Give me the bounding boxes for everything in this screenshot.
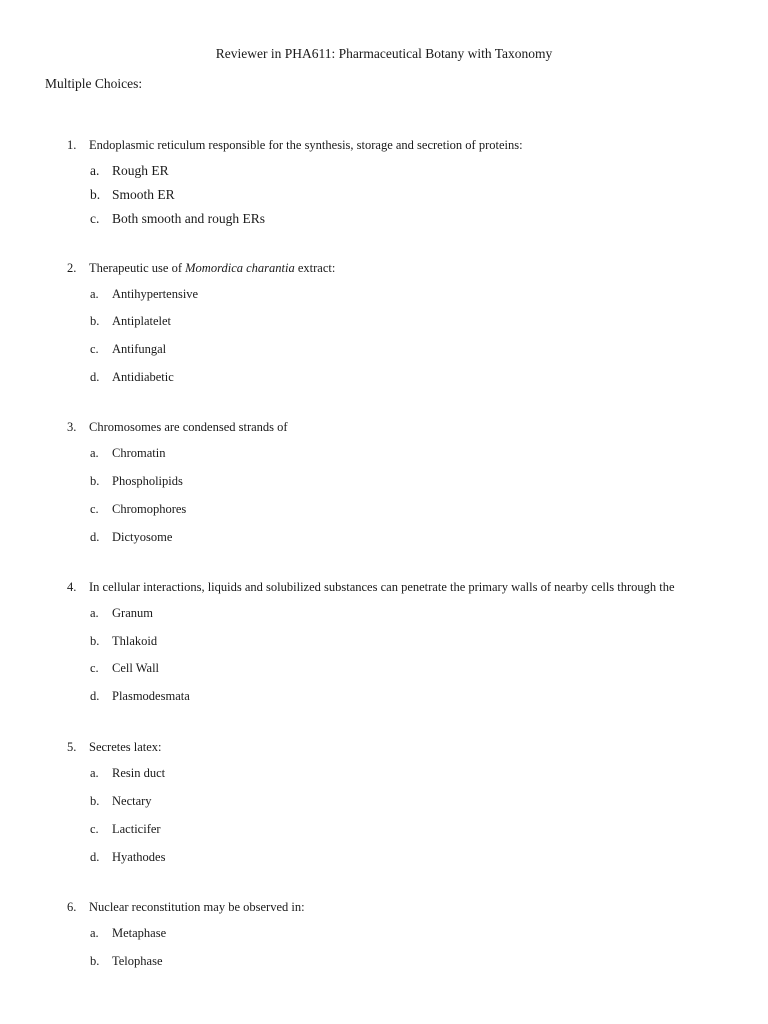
option-letter: d. [90, 689, 100, 703]
option-text: Hyathodes [112, 850, 166, 864]
question-2 [67, 261, 335, 276]
option-text: Cell Wall [112, 661, 160, 675]
option-5a [90, 766, 165, 781]
option-1b [90, 187, 175, 203]
option-letter: d. [90, 530, 100, 544]
option-2b [90, 314, 171, 329]
option-text: Chromophores [112, 502, 187, 516]
option-letter: b. [90, 474, 100, 488]
option-letter: b. [90, 187, 101, 202]
question-4 [67, 580, 675, 595]
option-text: Phospholipids [112, 474, 183, 488]
question-1 [67, 138, 523, 153]
option-text: Rough ER [112, 163, 169, 178]
option-4d [90, 689, 190, 704]
option-letter: b. [90, 314, 100, 328]
question-text: Chromosomes are condensed strands of [89, 420, 288, 434]
option-letter: c. [90, 342, 99, 356]
option-letter: c. [90, 822, 99, 836]
document-title: Reviewer in PHA611: Pharmaceutical Botany with Taxonomy [215, 46, 553, 61]
question-text: Nuclear reconstitution may be observed in: [89, 900, 305, 914]
option-text: Chromatin [112, 446, 166, 460]
question-text-before: Therapeutic use of [89, 261, 186, 275]
question-number: 4. [67, 580, 77, 594]
option-letter: b. [90, 954, 100, 968]
option-letter: a. [90, 766, 99, 780]
question-text-after: extract: [294, 261, 336, 275]
question-5 [67, 740, 162, 755]
option-letter: c. [90, 502, 99, 516]
option-letter: b. [90, 794, 100, 808]
option-text: Lacticifer [112, 822, 161, 836]
option-letter: b. [90, 634, 100, 648]
question-text: Endoplasmic reticulum responsible for the synthesis, storage and secretion of proteins: [89, 138, 523, 152]
option-5b [90, 794, 152, 809]
option-text: Nectary [112, 794, 152, 808]
option-text: Antidiabetic [112, 370, 174, 384]
question-text: In cellular interactions, liquids and solubilized substances can penetrate the primary walls of nearby cells through the [89, 580, 675, 594]
option-letter: a. [90, 606, 99, 620]
option-2d [90, 370, 174, 385]
question-text-italic: Momordica charantia [185, 261, 295, 275]
option-3d [90, 530, 172, 545]
option-letter: c. [90, 211, 100, 226]
section-label: Multiple Choices: [45, 76, 143, 91]
option-text: Resin duct [112, 766, 166, 780]
question-number: 3. [67, 420, 77, 434]
option-text: Antihypertensive [112, 287, 199, 301]
option-text: Thlakoid [112, 634, 158, 648]
option-3b [90, 474, 183, 489]
option-text: Antiplatelet [112, 314, 172, 328]
question-number: 5. [67, 740, 77, 754]
option-3a [90, 446, 165, 461]
option-4a [90, 606, 153, 621]
option-1c [90, 211, 265, 227]
question-number: 2. [67, 261, 77, 275]
option-5c [90, 822, 161, 837]
option-1a [90, 163, 169, 179]
option-4b [90, 634, 157, 649]
option-4c [90, 661, 159, 676]
option-letter: d. [90, 370, 100, 384]
option-letter: d. [90, 850, 100, 864]
option-6a [90, 926, 166, 941]
option-text: Smooth ER [112, 187, 175, 202]
option-letter: a. [90, 446, 99, 460]
option-letter: a. [90, 163, 100, 178]
option-text: Telophase [112, 954, 163, 968]
option-text: Plasmodesmata [112, 689, 190, 703]
question-6 [67, 900, 305, 915]
question-number: 6. [67, 900, 77, 914]
option-3c [90, 502, 186, 517]
option-5d [90, 850, 165, 865]
option-letter: a. [90, 926, 99, 940]
question-3 [67, 420, 288, 435]
question-text: Secretes latex: [89, 740, 162, 754]
option-letter: c. [90, 661, 99, 675]
option-text: Metaphase [112, 926, 167, 940]
option-2c [90, 342, 166, 357]
question-number: 1. [67, 138, 77, 152]
option-2a [90, 287, 198, 302]
option-6b [90, 954, 163, 969]
option-letter: a. [90, 287, 99, 301]
option-text: Antifungal [112, 342, 167, 356]
option-text: Both smooth and rough ERs [112, 211, 266, 226]
option-text: Dictyosome [112, 530, 173, 544]
option-text: Granum [112, 606, 153, 620]
